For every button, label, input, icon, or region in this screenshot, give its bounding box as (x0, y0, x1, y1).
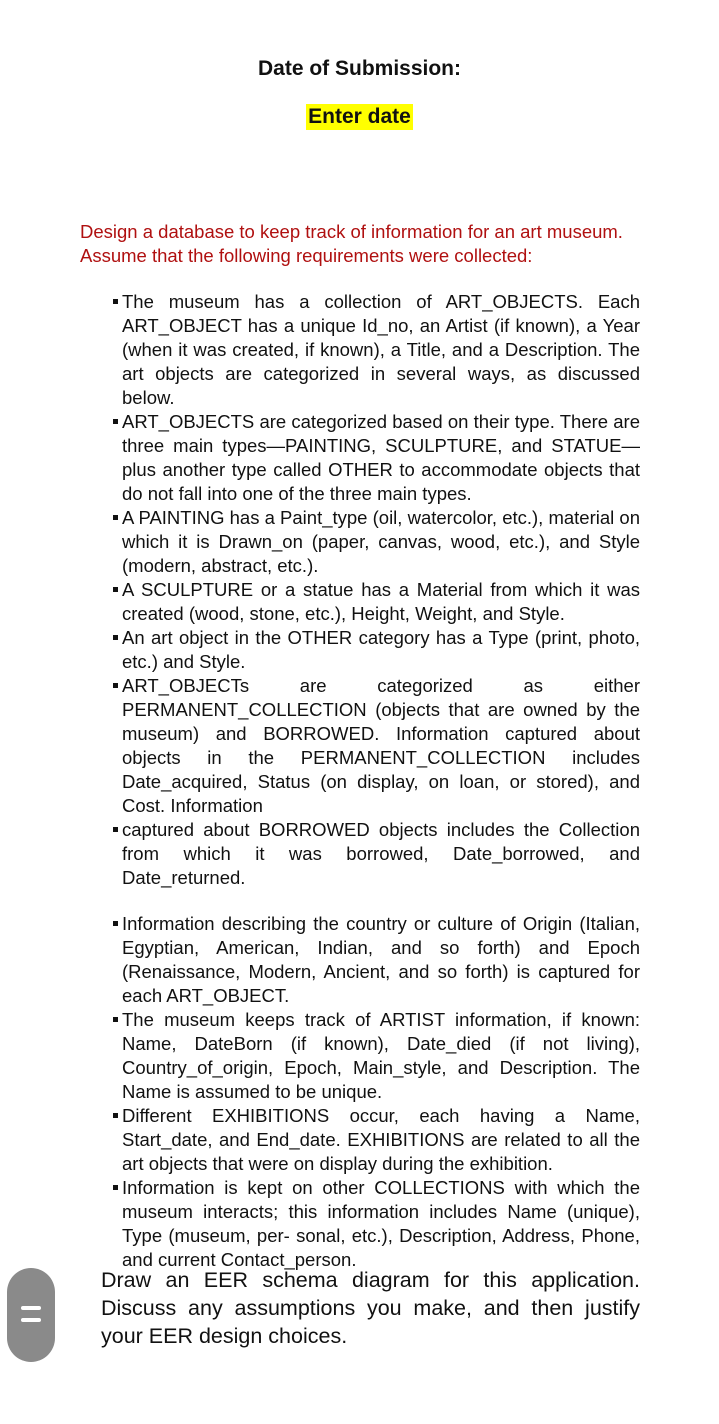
list-item-text: Information is kept on other COLLECTIONS with which the museum interacts; this information includes Name (unique), Type (museum, per- sonal, etc.), Description, Address, Phone, and current Contact_person. (122, 1177, 640, 1270)
list-item-text: ART_OBJECTS are categorized based on their type. There are three main types—PAINTING, SCULPTURE, and STATUE— plus another type called OTHER to accommodate objects that do not fall into one of the three main types. (122, 411, 640, 504)
bullet-icon (113, 587, 118, 592)
list-item (100, 1104, 640, 1176)
list-item-text: Information describing the country or culture of Origin (Italian, Egyptian, American, Indian, and so forth) and Epoch (Renaissance, Modern, Ancient, and so forth) is captured for each ART_OBJECT. (122, 913, 640, 1006)
list-item (100, 578, 640, 626)
bullet-icon (113, 1185, 118, 1190)
list-item-text: The museum keeps track of ARTIST information, if known: Name, DateBorn (if known), Date_died (if not living), Country_of_origin, Epoch, Main_style, and Description. The Name is assumed to be unique. (122, 1009, 640, 1102)
list-item (100, 674, 640, 818)
list-item (100, 626, 640, 674)
requirements-list (100, 290, 640, 1272)
list-item (100, 912, 640, 1008)
bullet-icon (113, 419, 118, 424)
list-item-text: captured about BORROWED objects includes the Collection from which it was borrowed, Date_borrowed, and Date_returned. (122, 819, 640, 888)
list-item-text: A SCULPTURE or a statue has a Material from which it was created (wood, stone, etc.), Height, Weight, and Style. (122, 579, 640, 624)
date-input[interactable]: Enter date (308, 105, 411, 128)
list-item-text: Different EXHIBITIONS occur, each having a Name, Start_date, and End_date. EXHIBITIONS are related to all the art objects that were on display during the exhibition. (122, 1105, 640, 1174)
bullet-icon (113, 635, 118, 640)
bullet-icon (113, 683, 118, 688)
list-item (100, 818, 640, 890)
list-item (100, 506, 640, 578)
bullet-icon (113, 299, 118, 304)
bullet-icon (113, 921, 118, 926)
list-item-text: An art object in the OTHER category has a Type (print, photo, etc.) and Style. (122, 627, 640, 672)
side-menu-handle[interactable] (7, 1268, 55, 1362)
bullet-icon (113, 827, 118, 832)
list-item (100, 410, 640, 506)
list-item (100, 1008, 640, 1104)
list-item-text: ART_OBJECTs are categorized as either PERMANENT_COLLECTION (objects that are owned by the museum) and BORROWED. Information captured about objects in the PERMANENT_COLLECTION includes Date_acquired, Status (on display, on loan, or stored), and Cost. Information (122, 675, 640, 816)
submission-label: Date of Submission: (257, 57, 462, 80)
bullet-icon (113, 1017, 118, 1022)
task-instructions: Draw an EER schema diagram for this application. Discuss any assumptions you make, and then justify your EER design choices. (101, 1268, 640, 1348)
list-item-text: The museum has a collection of ART_OBJECTS. Each ART_OBJECT has a unique Id_no, an Artist (if known), a Year (when it was created, if known), a Title, and a Description. The art objects are categorized in several ways, as discussed below. (122, 291, 640, 408)
bullet-icon (113, 1113, 118, 1118)
list-item (100, 1176, 640, 1272)
list-item (100, 290, 640, 410)
list-item-text: A PAINTING has a Paint_type (oil, watercolor, etc.), material on which it is Drawn_on (paper, canvas, wood, etc.), and Style (modern, abstract, etc.). (122, 507, 640, 576)
bullet-icon (113, 515, 118, 520)
date-field-wrapper (0, 104, 719, 130)
intro-text: Design a database to keep track of information for an art museum. Assume that the following requirements were collected: (80, 221, 623, 266)
